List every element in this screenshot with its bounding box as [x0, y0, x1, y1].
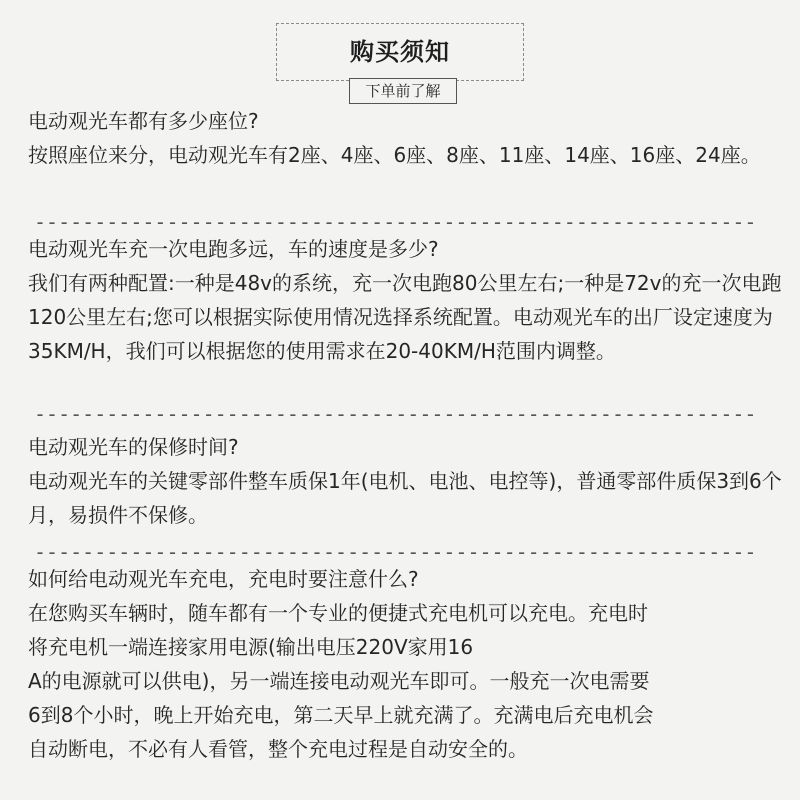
faq-item-seats [28, 104, 784, 172]
faq-answer-line: A的电源就可以供电)，另一端连接电动观光车即可。一般充一次电需要 [28, 669, 650, 693]
faq-question: 电动观光车的保修时间? [28, 435, 239, 459]
faq-item-range-speed [28, 232, 784, 368]
header-box [276, 23, 524, 81]
faq-question: 如何给电动观光车充电，充电时要注意什么? [28, 567, 419, 591]
divider: ------------------------------------------------------------ [34, 212, 757, 232]
faq-answer-line: 将充电机一端连接家用电源(输出电压220V家用16 [28, 635, 474, 659]
faq-answer: 按照座位来分，电动观光车有2座、4座、6座、8座、11座、14座、16座、24座。 [28, 143, 761, 167]
faq-answer-line: 在您购买车辆时，随车都有一个专业的便捷式充电机可以充电。充电时 [28, 601, 648, 625]
page-subtitle-badge: 下单前了解 [349, 78, 457, 104]
faq-answer-line: 6到8个小时，晚上开始充电，第二天早上就充满了。充满电后充电机会 [28, 703, 654, 727]
faq-item-warranty [28, 430, 784, 532]
divider: ------------------------------------------------------------ [34, 542, 757, 562]
faq-item-charging [28, 562, 784, 766]
divider: ------------------------------------------------------------ [34, 404, 757, 424]
faq-answer: 我们有两种配置:一种是48v的系统，充一次电跑80公里左右;一种是72v的充一次电跑120公里左右;您可以根据实际使用情况选择系统配置。电动观光车的出厂设定速度为35KM/H，我们可以根据您的使用需求在20-40KM/H范围内调整。 [28, 271, 782, 363]
faq-answer: 电动观光车的关键零部件整车质保1年(电机、电池、电控等)，普通零部件质保3到6个月，易损件不保修。 [28, 469, 782, 527]
page-title: 购买须知 [350, 38, 450, 66]
faq-question: 电动观光车充一次电跑多远，车的速度是多少? [28, 237, 439, 261]
faq-answer-line: 自动断电，不必有人看管，整个充电过程是自动安全的。 [28, 737, 528, 761]
faq-question: 电动观光车都有多少座位? [28, 109, 259, 133]
